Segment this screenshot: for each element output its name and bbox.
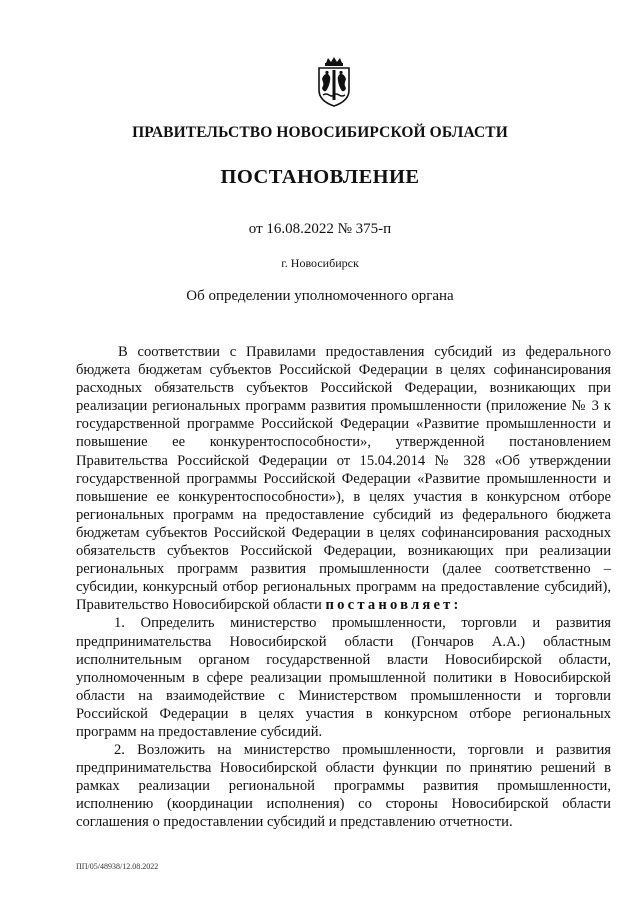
- paragraph-item-2: 2. Возложить на министерство промышленности, торговли и развития предпринимательства Новосибирской области функции по принятию решений в рамках реализации региональной программы развития промышленности, исполнению (координации исполнения) со стороны Новосибирской области соглашения о предоставлении субсидий и представлению отчетности.: [76, 742, 611, 831]
- paragraph-item-1: 1. Определить министерство промышленности, торговли и развития предпринимательства Новосибирской области (Гончаров А.А.) областным исполнительным органом государственной власти Новосибирской области, уполномоченным в сфере реализации промышленной политики в Новосибирской области на взаимодействие с Министерством промышленности и торговли Российской Федерации в целях участия в конкурсном отборе региональных программ на предоставление субсидий.: [76, 615, 611, 740]
- date-number: от 16.08.2022 № 375-п: [248, 221, 392, 237]
- coat-of-arms-icon: [314, 57, 354, 107]
- document-subject: Об определении уполномоченного органа: [186, 288, 454, 304]
- city: г. Новосибирск: [281, 256, 359, 270]
- document-body: [76, 343, 611, 832]
- footer-code: ПП/05/48938/12.08.2022: [76, 862, 159, 871]
- preamble-text: В соответствии с Правилами предоставления субсидий из федерального бюджета бюджетам субъектов Российской Федерации в целях софинансирования расходных обязательств субъектов Российской Федерации, возникающих при реализации региональных программ развития промышленности (приложение № 3 к государственной программе Российской Федерации «Развитие промышленности и повышение ее конкурентоспособности», утвержденной постановлением Правительства Российской Федерации от 15.04.2014 № 328 «Об утверждении государственной программы Российской Федерации «Развитие промышленности и повышение ее конкурентоспособности»), в целях участия в конкурсном отборе региональных программ на предоставление субсидий из федерального бюджета бюджетам субъектов Российской Федерации в целях софинансирования расходных обязательств субъектов Российской Федерации, возникающих при реализации региональных программ развития промышленности (далее соответственно – субсидии, конкурсный отбор региональных программ на предоставление субсидий), Правительство Новосибирской области: [76, 344, 611, 614]
- government-name: ПРАВИТЕЛЬСТВО НОВОСИБИРСКОЙ ОБЛАСТИ: [132, 124, 508, 141]
- resolution-word: постановляет: [325, 597, 454, 614]
- paragraph-preamble: [76, 343, 611, 614]
- resolution-colon: :: [453, 597, 462, 614]
- document-type: ПОСТАНОВЛЕНИЕ: [220, 166, 420, 188]
